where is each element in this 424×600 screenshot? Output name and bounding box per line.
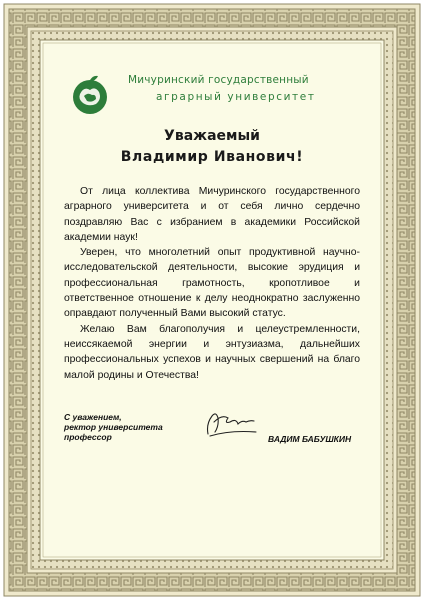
signature-icon [202, 406, 260, 440]
closing-title: профессор [64, 432, 112, 442]
university-name-line2: аграрный университет [156, 91, 316, 103]
letter-body [64, 184, 360, 383]
greeting-line2: Владимир Иванович! [120, 149, 304, 165]
body-paragraph: Уверен, что многолетний опыт продуктивной научно-исследовательской деятельности, высокие эрудиция и профессиональная грамотность, кропотливое и ответственное отношение к делу неоднократно заслуженно оправдают полученный Вами высокий статус. [64, 247, 360, 320]
closing-regards: С уважением, [64, 412, 122, 422]
closing-position: ректор университета [64, 422, 163, 432]
closing-block [64, 412, 163, 442]
university-logo-icon [68, 72, 112, 116]
greeting-line1: Уважаемый [164, 128, 260, 144]
body-paragraph: От лица коллектива Мичуринского государственного аграрного университета и от себя лично сердечно поздравляю Вас с избранием в академики Российской академии наук! [64, 186, 360, 243]
body-paragraph: Желаю Вам благополучия и целеустремленности, неиссякаемой энергии и энтузиазма, дальнейших профессиональных успехов и научных свершений на благо малой родины и Отечества! [64, 323, 360, 381]
university-name-line1: Мичуринский государственный [128, 74, 309, 86]
signatory-name: ВАДИМ БАБУШКИН [268, 434, 352, 444]
